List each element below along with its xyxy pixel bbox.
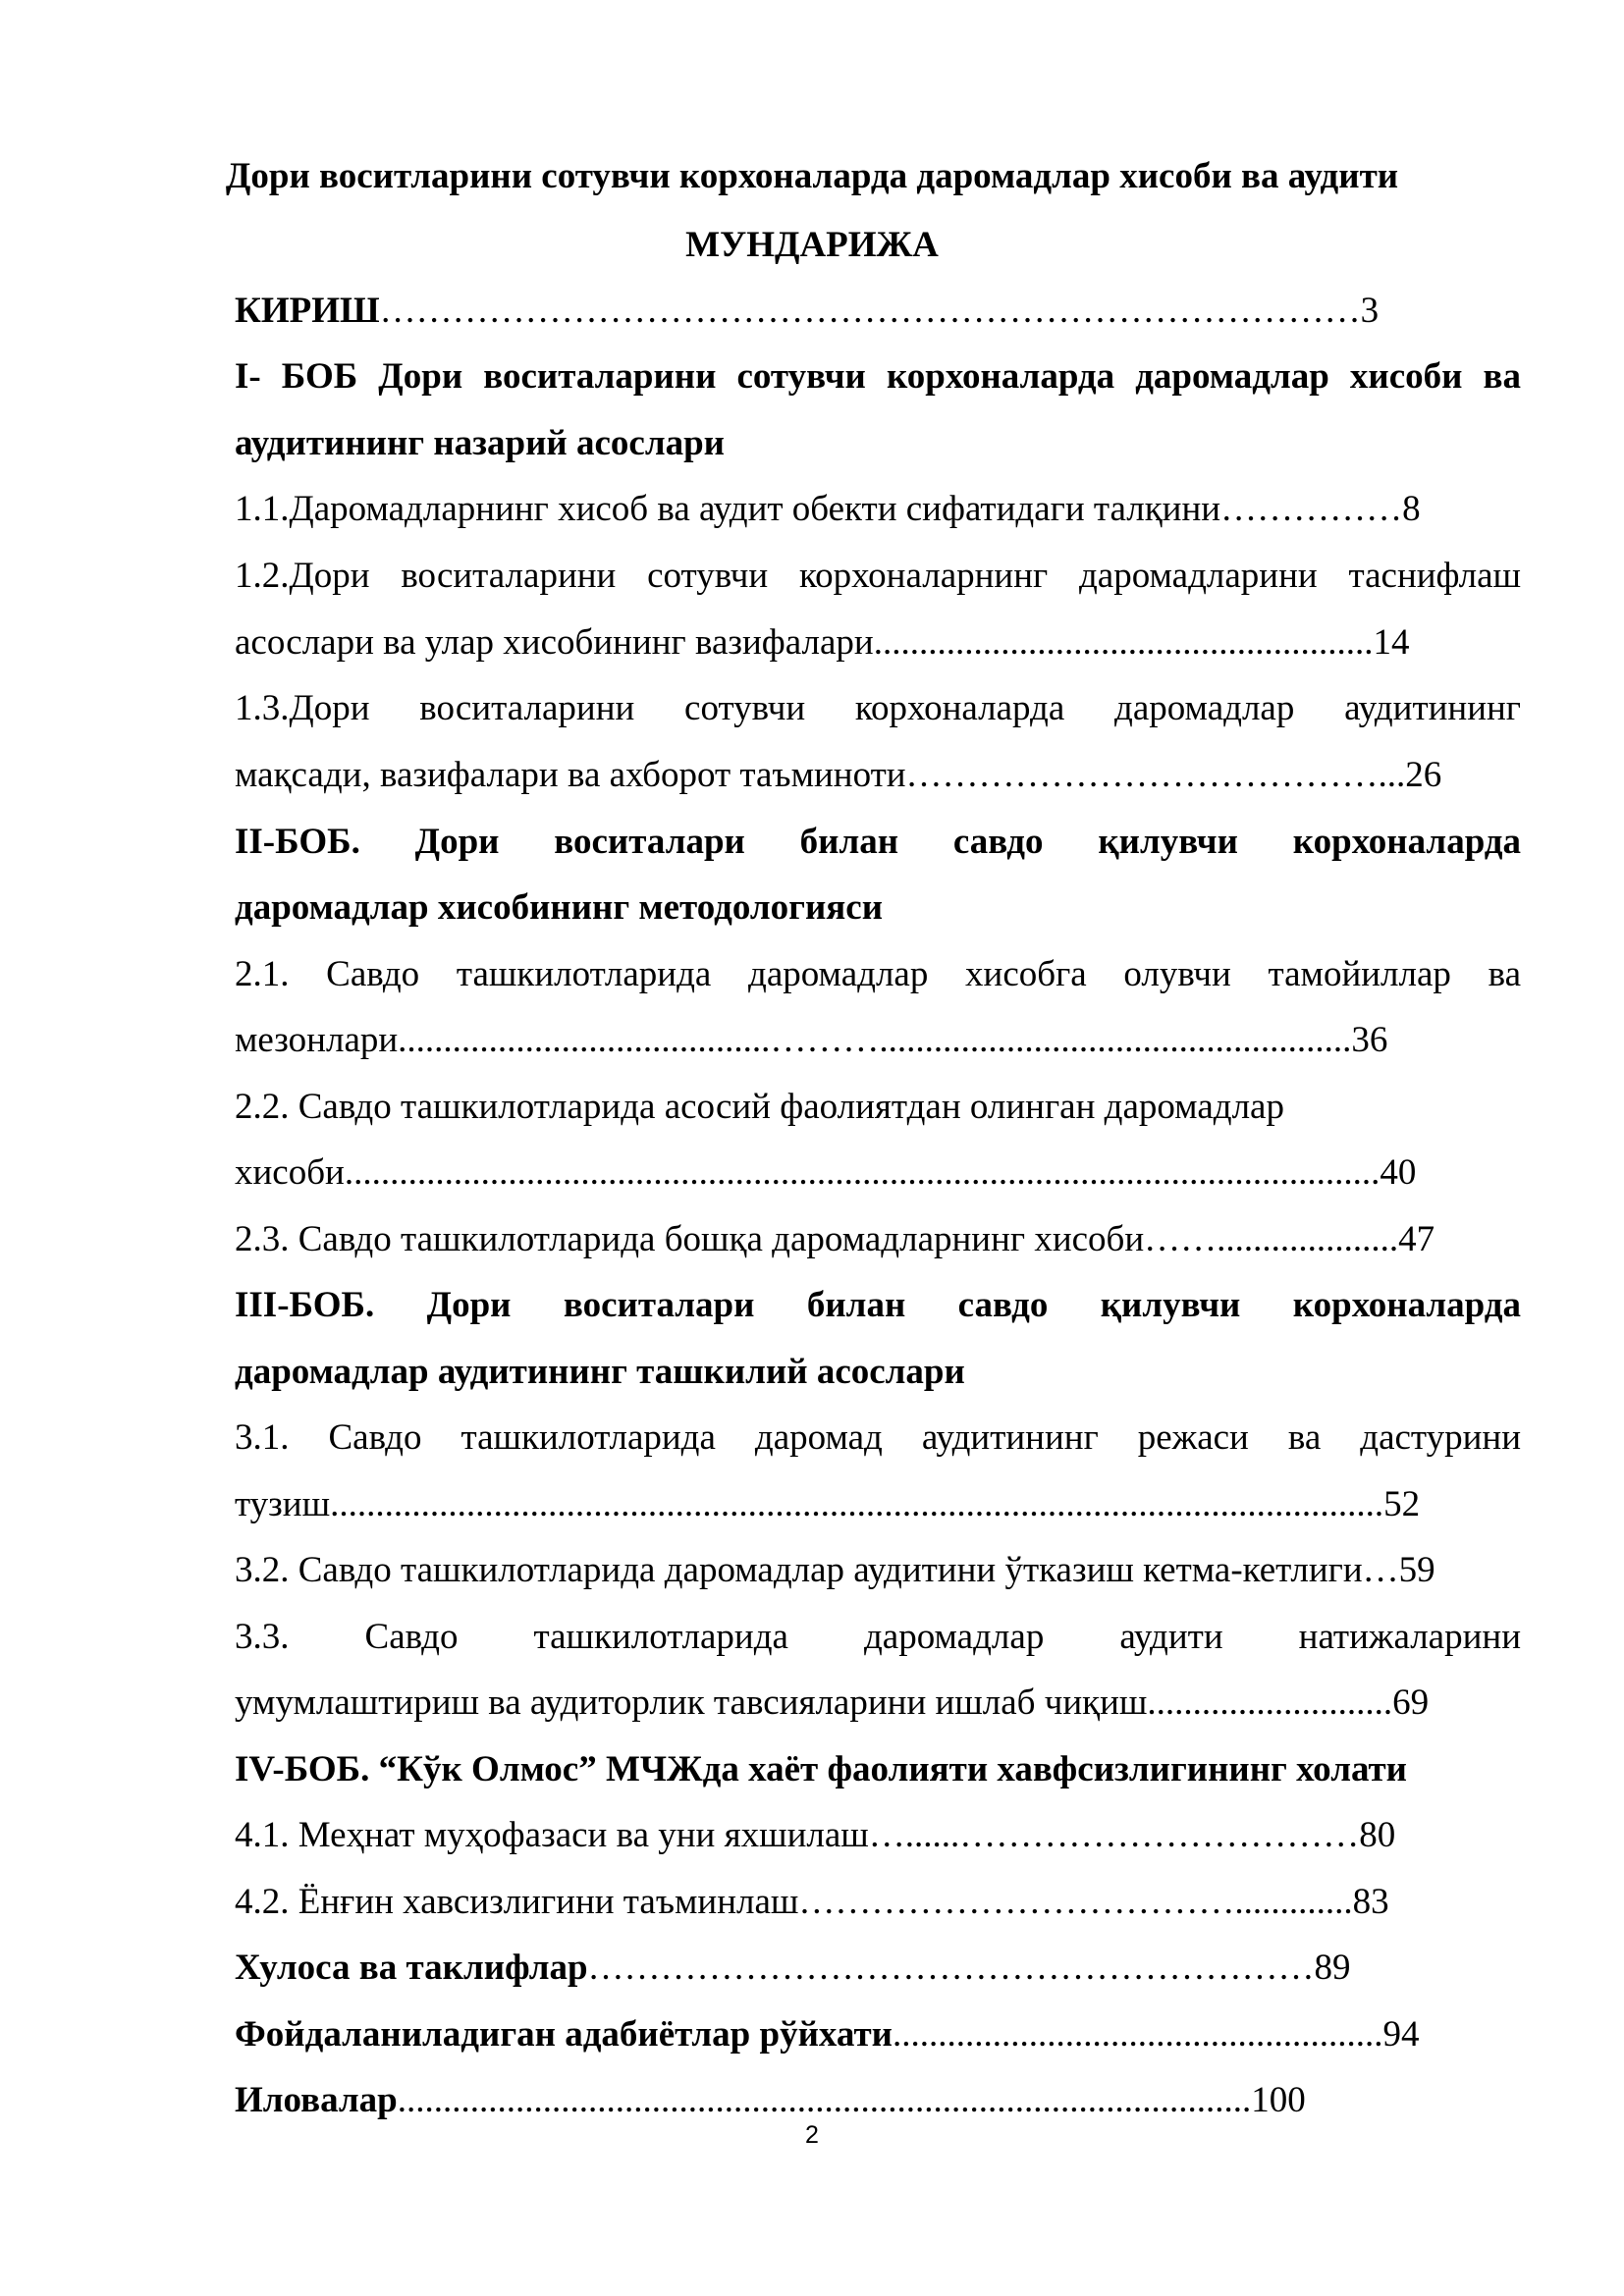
toc-entry-bold: Иловалар — [235, 2080, 398, 2120]
toc-section-4-1: 4.1. Меҳнат муҳофазаси ва уни яхшилаш…......……………………………80 — [235, 1815, 1396, 1855]
toc-entry-appendices — [235, 2079, 1306, 2122]
toc-section-3-1-line-1: 3.1. Савдо ташкилотларида даромад аудитининг режаси ва дастурини — [235, 1417, 1521, 1458]
toc-chapter-4: IV-БОБ. “Кўк Олмос” МЧЖда хаёт фаолияти хавфсизлигининг холати — [235, 1749, 1407, 1789]
toc-entry-references — [235, 2013, 1419, 2056]
toc-section-1-1: 1.1.Даромадларнинг хисоб ва аудит обекти сифатидаги талқини……………8 — [235, 489, 1421, 529]
toc-section-1-3-line-1: 1.3.Дори воситаларини сотувчи корхоналарда даромадлар аудитининг — [235, 688, 1521, 728]
toc-entry-bold: КИРИШ — [235, 291, 380, 331]
toc-chapter-2-line-2: даромадлар хисобининг методологияси — [235, 887, 884, 928]
toc-section-1-3-line-2: мақсади, вазифалари ва ахборот таъминоти…………………………………...26 — [235, 755, 1442, 795]
toc-section-2-2-line-2: хисоби..................................................................................................................40 — [235, 1152, 1417, 1193]
toc-section-3-1-line-2: тузиш....................................................................................................................52 — [235, 1484, 1421, 1524]
toc-entry-introduction — [235, 290, 1379, 333]
toc-chapter-1-line-1: I- БОБ Дори воситаларини сотувчи корхоналарда даромадлар хисоби ва — [235, 356, 1521, 397]
toc-section-3-3-line-1: 3.3. Савдо ташкилотларида даромадлар аудити натижаларини — [235, 1617, 1521, 1657]
toc-chapter-3-line-2: даромадлар аудитининг ташкилий асослари — [235, 1352, 965, 1392]
toc-section-3-2: 3.2. Савдо ташкилотларида даромадлар аудитини ўтказиш кетма-кетлиги…59 — [235, 1550, 1435, 1590]
toc-entry-bold: Хулоса ва таклифлар — [235, 1948, 588, 1988]
toc-entry-text: ………………………………………………………………………3 — [379, 291, 1380, 331]
toc-section-4-2: 4.2. Ёнғин хавсизлигини таъминлаш……………………………….............83 — [235, 1882, 1389, 1922]
toc-heading: МУНДАРИЖА — [685, 225, 939, 265]
document-title: Дори воситларини сотувчи корхоналарда даромадлар хисоби ва аудити — [225, 156, 1399, 196]
toc-section-3-3-line-2: умумлаштириш ва аудиторлик тавсияларини ишлаб чиқиш...........................69 — [235, 1682, 1430, 1723]
toc-chapter-3-line-1: III-БОБ. Дори воситалари билан савдо қилувчи корхоналарда — [235, 1285, 1521, 1325]
toc-entry-bold: Фойдаланиладиган адабиётлар рўйхати — [235, 2014, 893, 2055]
toc-section-2-3: 2.3. Савдо ташкилотларида бошқа даромадларнинг хисоби……....................47 — [235, 1219, 1435, 1259]
toc-entry-text: ..............................................................................................100 — [397, 2080, 1306, 2120]
toc-section-1-2-line-2: асослари ва улар хисобининг вазифалари.......................................................14 — [235, 622, 1410, 663]
toc-section-2-1-line-1: 2.1. Савдо ташкилотларида даромадлар хисобга олувчи тамойиллар ва — [235, 954, 1521, 994]
toc-section-2-1-line-2: мезонлари.........................................………....................................................36 — [235, 1020, 1388, 1060]
toc-chapter-1-line-2: аудитининг назарий асослари — [235, 423, 725, 463]
toc-entry-text: ……………………………………………………89 — [587, 1948, 1351, 1988]
page-number: 2 — [805, 2121, 819, 2149]
toc-chapter-2-line-1: II-БОБ. Дори воситалари билан савдо қилувчи корхоналарда — [235, 822, 1521, 862]
toc-entry-text: ......................................................94 — [892, 2014, 1420, 2055]
toc-entry-conclusions — [235, 1947, 1351, 1990]
toc-section-2-2-line-1: 2.2. Савдо ташкилотларида асосий фаолиятдан олинган даромадлар — [235, 1087, 1284, 1127]
toc-section-1-2-line-1: 1.2.Дори воситаларини сотувчи корхоналарнинг даромадларини таснифлаш — [235, 556, 1521, 596]
